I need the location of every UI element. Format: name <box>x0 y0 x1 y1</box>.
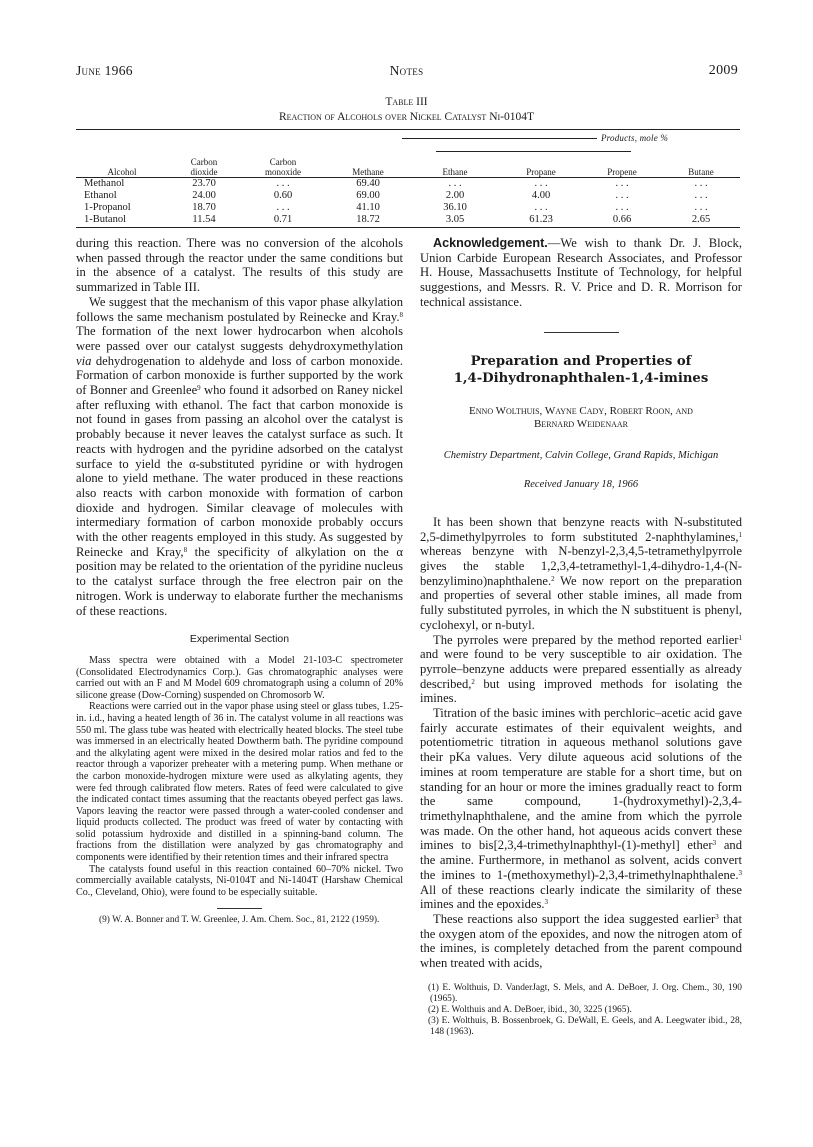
table-cell: 1-Butanol <box>84 214 126 226</box>
footnote: (9) W. A. Bonner and T. W. Greenlee, J. Am. Chem. Soc., 81, 2122 (1959). <box>99 915 380 926</box>
table-row <box>76 202 740 214</box>
reference-item: (3) E. Wolthuis, B. Bossenbroek, G. DeWall, E. Geels, and A. Leegwater ibid., 28, 148 (1963). <box>428 1015 742 1037</box>
footnote-divider <box>217 908 262 909</box>
table-title: Table III <box>385 96 428 108</box>
products-label: Products, mole % <box>600 133 669 143</box>
table-cell: . . . <box>694 177 708 189</box>
experimental-paragraph: The catalysts found useful in this reaction contained 60–70% nickel. Two commercially available catalysts, Ni-0104T and Ni-1404T (Harshaw Chemical Co., Cleveland, Ohio), were found to be especially suitable. <box>76 863 403 898</box>
body-paragraph: Titration of the basic imines with perchloric–acetic acid gave fairly accurate estimates of their equivalent weights, and potentiometric titration in aqueous methanol solutions gave their pKa values. Very dilute aqueous acid solutions of the imines at room temperature are stable for a short time, but on standing for an hour or more the imines gradually react to form the same compound, 1-(hydroxymethyl)-2,3,4-trimethylnaphthalene, and the amine from which the pyrrole was made. On the other hand, hot aqueous acids convert these imines to bis[2,3,4-trimethylnaphthyl-(1)-methyl] ether$^3$ and the amine. Furthermore, in methanol as solvent, acids convert the imines to 1-(methoxymethyl)-2,3,4-trimethylnaphthalene.$^3$ All of these reactions clearly indicate the similarity of these imines and the epoxides.$^3$ <box>420 706 742 912</box>
col-header-co2-l2: dioxide <box>190 166 218 177</box>
table-cell: 69.00 <box>356 189 380 201</box>
col-header-alcohol: Alcohol <box>107 166 137 177</box>
table-cell: 41.10 <box>356 202 380 214</box>
table-row <box>76 190 740 202</box>
table-caption: Reaction of Alcohols over Nickel Catalyst Ni-0104T <box>278 111 535 123</box>
data-table <box>76 129 740 228</box>
table-cell: 24.00 <box>192 189 216 201</box>
article-authors: Enno Wolthuis, Wayne Cady, Robert Roon, and Bernard Weidenaar <box>469 404 693 430</box>
table-cell: 61.23 <box>529 214 553 226</box>
table-cell: . . . <box>615 177 629 189</box>
table-cell: . . . <box>615 202 629 214</box>
table-cell: 4.00 <box>531 189 551 201</box>
table-cell: 36.10 <box>443 202 467 214</box>
table-cell: 18.70 <box>192 202 216 214</box>
acknowledgement-heading: Acknowledgement. <box>433 236 548 250</box>
reference-item: (1) E. Wolthuis, D. VanderJagt, S. Mels, and A. DeBoer, J. Org. Chem., 30, 190 (1965). <box>428 982 742 1004</box>
table-row <box>76 177 740 190</box>
running-head-date: June 1966 <box>76 63 133 78</box>
right-column <box>420 236 742 1038</box>
table-cell: . . . <box>276 177 290 189</box>
body-paragraph: We suggest that the mechanism of this vapor phase alkylation follows the same mechanism postulated by Reinecke and Kray.$^8$ The formation of the next lower hydrocarbon when alcohols were passed over our catalyst suggests dehydroxymethylation via dehydrogenation to aldehyde and loss of carbon monoxide. Formation of carbon monoxide is further supported by the work of Bonner and Greenlee$^9$ who found it adsorbed on Raney nickel after refluxing with ethanol. The fact that carbon monoxide is not found in gases from passing an alcohol over the catalyst is probably because it never leaves the catalyst surface as such. It reacts with hydrogen and the pyridine adsorbed on the catalyst surface to yield the α-substituted pyridine or with hydrogen alone to yield methane. The water produced in these reactions also reacts with carbon monoxide with formation of carbon dioxide and hydrogen. Similar cleavage of molecules with intermediary formation of carbon monoxide probably occurs with the other reagents employed in this study. As suggested by Reinecke and Kray,$^8$ the specificity of alkylation on the α position may be related to the orientation of the pyridine nucleus to the catalyst surface through the free electron pair on the nitrogen. Work is underway to elaborate further the mechanisms of these reactions. <box>76 294 404 618</box>
table-cell: 2.00 <box>445 189 465 201</box>
col-header-co-l2: monoxide <box>265 166 301 177</box>
section-heading-experimental: Experimental Section <box>189 633 290 646</box>
body-paragraph: during this reaction. There was no conversion of the alcohols when passed through the reactor under the same conditions but in the absence of a catalyst. The results of this study are summarized in Table III. <box>76 236 403 295</box>
table-cell: 0.71 <box>273 214 293 226</box>
table-cell: 0.60 <box>273 189 293 201</box>
table-cell: Ethanol <box>84 189 117 201</box>
col-header-methane: Methane <box>352 166 384 177</box>
table-cell: 0.66 <box>612 214 632 226</box>
table-cell: 23.70 <box>192 177 216 189</box>
body-paragraph: The pyrroles were prepared by the method reported earlier$^1$ and were found to be very susceptible to air oxidation. The pyrrole–benzyne adducts were prepared essentially as already described,$^2$ but using improved methods for isolating the imines. <box>420 632 742 706</box>
table-row <box>76 214 740 227</box>
table-cell: 11.54 <box>192 214 216 226</box>
reference-item: (2) E. Wolthuis and A. DeBoer, ibid., 30, 3225 (1965). <box>428 1004 632 1015</box>
experimental-paragraph: Mass spectra were obtained with a Model 21-103-C spectrometer (Consolidated Electrodynamics Corp.). Gas chromatographic analyses were carried out with an F and M Model 609 chromatograph using a column of 20% silicone grease (Dow-Corning) suspended on Chromosorb W. <box>76 654 403 701</box>
article-affiliation: Chemistry Department, Calvin College, Grand Rapids, Michigan <box>443 449 719 461</box>
table-cell: 69.40 <box>356 177 380 189</box>
table-cell: 2.65 <box>691 214 711 226</box>
col-header-propane: Propane <box>526 166 556 177</box>
col-header-co2-l1: Carbon <box>190 156 218 167</box>
table-cell: . . . <box>694 189 708 201</box>
table-cell: . . . <box>534 202 548 214</box>
running-head-section: Notes <box>389 63 424 78</box>
article-divider <box>544 332 619 333</box>
acknowledgement: Acknowledgement.—We wish to thank Dr. J. Block, Union Carbide European Research Associates, and Professor H. House, Massachusetts Institute of Technology, for helpful suggestions, and Messrs. R. V. Price and D. R. Morrison for technical assistance. <box>420 236 742 309</box>
table-cell: 1-Propanol <box>84 202 131 214</box>
references <box>420 983 742 1038</box>
body-paragraph: These reactions also support the idea suggested earlier$^3$ that the oxygen atom of the epoxides, and now the nitrogen atom of the imines, is completely detached from the parent compound when treated with acids, <box>420 911 742 971</box>
body-paragraph: It has been shown that benzyne reacts with N-substituted 2,5-dimethylpyrroles to form substituted 2-naphthylamines,$^1$ whereas benzyne with N-benzyl-2,3,4,5-tetramethylpyrrole gives the stable 1,2,3,4-tetramethyl-1,4-dihydro-1,4-(N-benzylimino)naphthalene.$^2$ We now report on the preparation and properties of several other stable imines, all made from fully substituted pyrroles, in which the N substituent is phenyl, cyclohexyl, or n-butyl. <box>420 514 742 632</box>
table-cell: 18.72 <box>356 214 380 226</box>
table-cell: . . . <box>448 177 462 189</box>
col-header-butane: Butane <box>688 166 714 177</box>
col-header-co-l1: Carbon <box>269 156 297 167</box>
received-date: Received January 18, 1966 <box>523 479 639 491</box>
article-title: Preparation and Properties of 1,4-Dihydronaphthalen-1,4-imines <box>453 353 709 386</box>
table-cell: . . . <box>694 202 708 214</box>
table-cell: 3.05 <box>445 214 465 226</box>
table-cell: . . . <box>276 202 290 214</box>
col-header-propene: Propene <box>607 166 637 177</box>
col-header-ethane: Ethane <box>442 166 468 177</box>
table-cell: . . . <box>534 177 548 189</box>
left-column <box>76 236 403 926</box>
table-cell: Methanol <box>84 177 125 189</box>
page-number: 2009 <box>708 63 738 78</box>
table-cell: . . . <box>615 189 629 201</box>
experimental-paragraph: Reactions were carried out in the vapor phase using steel or glass tubes, 1.25-in. i.d., having a heated length of 36 in. The catalyst volume in all reactions was 550 ml. The glass tube was heated with electrically heated blocks. The steel tube was immersed in an electrically heated Dowtherm bath. The pyridine compound and the alkylating agent were mixed in the desired molar ratios and fed to the reactor through a vaporizer preheater with a metering pump. When methane or the carbon monoxide-hydrogen mixture were used as alkylating agents, they were fed through calibrated flow meters. Rates of feed were calculated to give the indicated contact times assuming that the reactants obeyed perfect gas laws. Vapors leaving the reactor were passed through a water-cooled condenser and liquid products collected. The product was freed of water by contacting with solid potassium hydroxide and distilled in a spinning-band column. The fractions from the distillation were analyzed by gas chromatography and components were identified by their retention times and their infrared spectra <box>76 701 403 864</box>
